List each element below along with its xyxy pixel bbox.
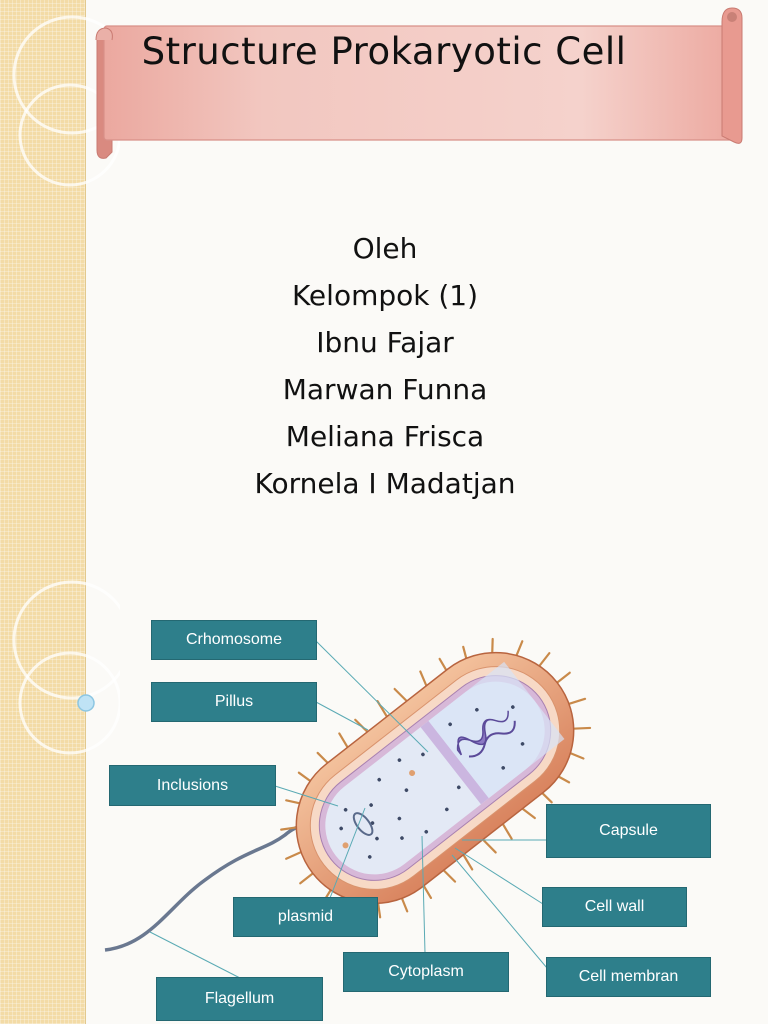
authors-line: Oleh [352,232,418,265]
label-cytoplasm: Cytoplasm [344,953,508,991]
label-chromosome: Crhomosome [152,621,316,659]
leader-line-cell-wall [455,848,543,904]
label-cell-membran: Cell membran [547,958,710,996]
leader-line-pillus [316,702,368,730]
label-plasmid: plasmid [234,898,377,936]
label-pillus: Pillus [152,683,316,721]
leader-line-flagellum [150,932,240,978]
authors-line: Kornela I Madatjan [254,467,516,500]
authors-line: Kelompok (1) [291,279,479,312]
authors-line: Ibnu Fajar [316,326,454,359]
leader-line-cell-membran [452,855,547,968]
label-flagellum: Flagellum [157,978,322,1020]
authors-line: Marwan Funna [282,373,488,406]
label-inclusions: Inclusions [110,766,275,805]
label-cell-wall: Cell wall [543,888,686,926]
authors-line: Meliana Frisca [285,420,485,453]
page-title: Structure Prokaryotic Cell [141,30,627,73]
label-capsule: Capsule [547,805,710,857]
